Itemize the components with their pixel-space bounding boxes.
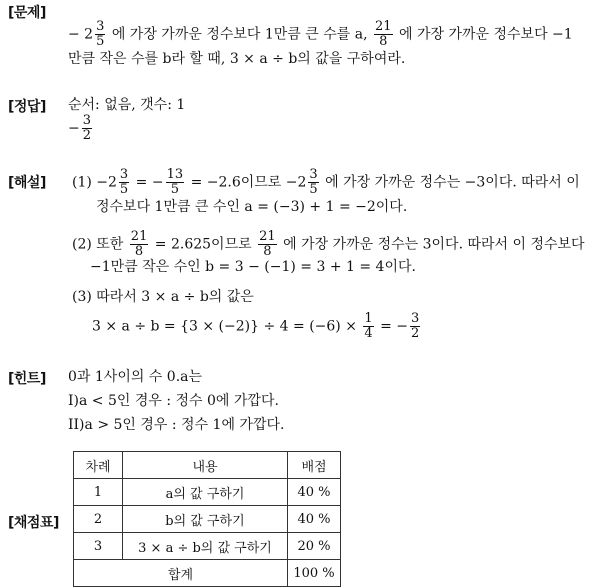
- table-header-row: [74, 452, 341, 479]
- answer-line-2: [68, 114, 94, 143]
- fraction: $\frac{21}{8}$: [259, 229, 276, 259]
- fraction: $\frac{3}{5}$: [309, 167, 318, 197]
- rubric-label: [채점표]: [8, 515, 59, 531]
- table-row: [74, 533, 341, 560]
- table-cell: 2: [74, 506, 123, 533]
- problem-line-1: [68, 20, 573, 49]
- solution-text: (2) 또한: [72, 236, 124, 253]
- fraction: $\frac{3}{5}$: [119, 167, 129, 197]
- solution-text: = 2.625이므로: [154, 236, 252, 253]
- table-cell: 40 %: [288, 506, 341, 533]
- problem-text: − 2: [68, 26, 94, 43]
- solution-step-3-eq: [92, 312, 422, 341]
- answer-label: [정답]: [8, 99, 46, 115]
- solution-text: 에 가장 가까운 정수는 3이다. 따라서 이 정수보다: [283, 236, 585, 253]
- answer-sign: −: [68, 120, 80, 137]
- problem-label: [문제]: [8, 5, 46, 21]
- table-cell: 3: [74, 533, 123, 560]
- fraction: $\frac{21}{8}$: [375, 19, 392, 49]
- table-cell: 3 × a ÷ b의 값 구하기: [123, 533, 288, 560]
- table-total-value: 100 %: [288, 560, 341, 587]
- solution-text: (1) −2: [72, 174, 117, 191]
- table-header-cell: 차례: [74, 452, 123, 479]
- table-row: [74, 506, 341, 533]
- table-total-label: 합계: [74, 560, 288, 587]
- table-cell: 40 %: [288, 479, 341, 506]
- solution-text: = −: [380, 318, 409, 335]
- solution-step-3: (3) 따라서 3 × a ÷ b의 값은: [72, 289, 254, 305]
- solution-text: 3 × a ÷ b = {3 × (−2)} ÷ 4 = (−6) ×: [92, 318, 357, 335]
- fraction: $\frac{3}{2}$: [411, 311, 420, 341]
- table-cell: 1: [74, 479, 123, 506]
- solution-text: = −2.6이므로 −2: [190, 174, 307, 191]
- problem-text: 에 가장 가까운 정수보다 −1: [399, 26, 573, 43]
- hint-line-3: II)a > 5인 경우 : 정수 1에 가깝다.: [68, 417, 285, 433]
- table-total-row: [74, 560, 341, 587]
- fraction: $\frac{21}{8}$: [130, 229, 148, 259]
- solution-step-2: [72, 230, 585, 259]
- answer-line-1: 순서: 없음, 갯수: 1: [68, 97, 186, 113]
- table-cell: 20 %: [288, 533, 341, 560]
- table-cell: b의 값 구하기: [123, 506, 288, 533]
- solution-label: [해설]: [8, 175, 46, 191]
- solution-step-1-cont: 정수보다 1만큼 큰 수인 a = (−3) + 1 = −2이다.: [96, 199, 408, 215]
- hint-line-2: I)a < 5인 경우 : 정수 0에 가깝다.: [68, 393, 279, 409]
- fraction: $\frac{1}{4}$: [364, 311, 373, 341]
- rubric-table: [73, 451, 341, 587]
- solution-step-1: [72, 168, 580, 197]
- hint-label: [힌트]: [8, 371, 46, 387]
- problem-line-2: 만큼 작은 수를 b라 할 때, 3 × a ÷ b의 값을 구하여라.: [68, 51, 406, 67]
- solution-text: = −: [135, 174, 164, 191]
- fraction: $\frac{3}{2}$: [82, 113, 92, 143]
- fraction: $\frac{13}{5}$: [166, 167, 184, 197]
- table-header-cell: 배점: [288, 452, 341, 479]
- solution-text: 에 가장 가까운 정수는 −3이다. 따라서 이: [325, 174, 580, 191]
- table-header-cell: 내용: [123, 452, 288, 479]
- hint-line-1: 0과 1사이의 수 0.a는: [68, 369, 203, 385]
- problem-text: 에 가장 가까운 정수보다 1만큼 큰 수를 a,: [111, 26, 368, 43]
- solution-step-2-cont: −1만큼 작은 수인 b = 3 − (−1) = 3 + 1 = 4이다.: [90, 259, 416, 275]
- fraction: $\frac{3}{5}$: [96, 19, 105, 49]
- table-cell: a의 값 구하기: [123, 479, 288, 506]
- table-row: [74, 479, 341, 506]
